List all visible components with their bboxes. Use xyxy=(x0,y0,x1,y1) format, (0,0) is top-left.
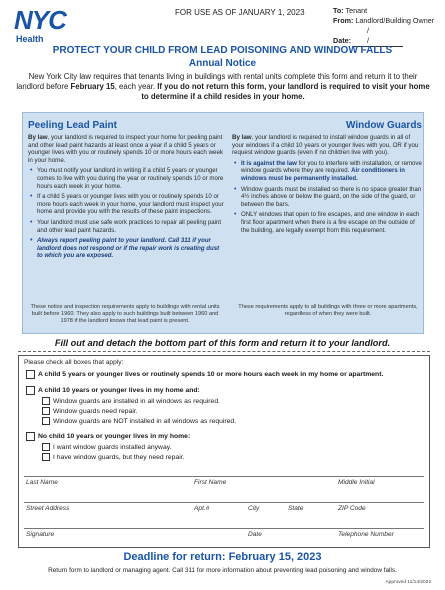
checkbox-child-5[interactable] xyxy=(26,370,35,379)
sub-option-want-guards-label: I want window guards installed anyway. xyxy=(53,443,172,451)
window-bullet1-bold: It is against the law xyxy=(241,159,297,167)
checkbox-want-guards[interactable] xyxy=(42,443,50,451)
lead-intro-rest: , your landlord is required to inspect your home for peeling paint and other lead paint hazards at least once a year if a child 5 years or younger lives with you or routinely spends 10 or more hours each week in your home. xyxy=(28,134,224,164)
window-bullet: • Window guards must be installed so there is no space greater than 4½ inches above or below the guard, on the side of the guard, or between the bars. xyxy=(232,186,422,209)
detach-dashed-line xyxy=(18,351,430,352)
window-guards-title: Window Guards xyxy=(345,120,422,131)
checkbox-guards-repair[interactable] xyxy=(42,407,50,415)
lead-paint-column xyxy=(28,118,224,263)
sub-option-want-guards[interactable] xyxy=(42,443,172,451)
window-bullet1-rest: for you to interfere with installation, or remove window guards where they are required. xyxy=(241,159,422,175)
lead-footnote: These notice and inspection requirements apply to buildings with rental units built before 1960. They also apply to such buildings built between 1960 and 1978 if the landlord knows that lead paint is present. xyxy=(30,304,220,324)
addressee-block xyxy=(333,6,434,47)
checkbox-guards-installed[interactable] xyxy=(42,397,50,405)
window-footnote: These requirements apply to all buildings with three or more apartments, regardless of when they were built. xyxy=(238,304,418,317)
intro-bold: If you do not return this form, your landlord is required to visit your home to determine if a child resides in your home. xyxy=(141,82,430,101)
lead-bullets xyxy=(28,167,224,260)
sub-option-not-installed[interactable] xyxy=(42,417,236,425)
use-as-of-date: FOR USE AS OF JANUARY 1, 2023 xyxy=(175,8,305,17)
checkbox-need-repair[interactable] xyxy=(42,453,50,461)
logo-health-text: Health xyxy=(16,34,44,44)
from-label: From: xyxy=(333,16,354,25)
sub-option-repair-label: Window guards need repair. xyxy=(53,407,138,415)
lead-bullet: • Your landlord must use safe work practices to repair all peeling paint and other lead paint hazards. xyxy=(28,219,224,234)
name-row-line[interactable] xyxy=(24,476,424,477)
window-intro-bold: By law xyxy=(232,134,252,141)
window-bullet: • ONLY windows that open to fire escapes, and one window in each first floor apartment when there is a fire escape on the outside of the building, are legally exempt from this requirement. xyxy=(232,211,422,234)
date-field[interactable]: / / xyxy=(353,26,403,47)
sub-option-installed[interactable] xyxy=(42,397,220,405)
to-label: To: xyxy=(333,6,344,15)
intro-part1: New York City law requires that tenants living in buildings with rental units complete this form and return it to their landlord before xyxy=(16,72,418,91)
first-name-label: First Name xyxy=(194,479,227,486)
state-label: State xyxy=(288,505,304,512)
nyc-health-logo xyxy=(14,6,102,46)
sub-option-need-repair-label: I have window guards, but they need repair. xyxy=(53,453,185,461)
address-row-line[interactable] xyxy=(24,502,424,503)
option-child-5[interactable] xyxy=(26,370,426,379)
last-name-label: Last Name xyxy=(26,479,58,486)
lead-paint-title: Peeling Lead Paint xyxy=(28,120,117,131)
sub-option-repair[interactable] xyxy=(42,407,138,415)
city-label: City xyxy=(248,505,260,512)
sub-option-not-installed-label: Window guards are NOT installed in all windows as required. xyxy=(53,417,237,425)
return-form-box xyxy=(18,355,430,548)
lead-bullet-report: • Always report peeling paint to your landlord. Call 311 if your landlord does not respond or if the repair work is creating dust to which you are exposed. xyxy=(28,237,224,260)
page-subtitle: Annual Notice xyxy=(188,58,257,69)
checkbox-guards-not-installed[interactable] xyxy=(42,417,50,425)
window-intro xyxy=(232,134,422,157)
option-child-5-label: A child 5 years or younger lives or routinely spends 10 or more hours each week in my home or apartment. xyxy=(38,371,384,378)
deadline-heading: Deadline for return: February 15, 2023 xyxy=(123,551,322,563)
lead-intro-bold: By law xyxy=(28,134,48,141)
sub-option-need-repair[interactable] xyxy=(42,453,185,461)
street-address-label: Street Address xyxy=(26,505,70,512)
date-field-label: Date xyxy=(248,531,262,538)
to-value: Tenant xyxy=(345,6,368,15)
signature-row-line[interactable] xyxy=(24,528,424,529)
option-no-child-label: No child 10 years or younger lives in my home: xyxy=(38,433,191,440)
approved-date: Approved 11/14/2022 xyxy=(385,580,431,585)
option-child-10-label: A child 10 years or younger lives in my home and: xyxy=(38,387,200,394)
sub-option-installed-label: Window guards are installed in all windows as required. xyxy=(53,397,220,405)
option-no-child[interactable] xyxy=(26,432,190,441)
detach-instruction: Fill out and detach the bottom part of this form and return it to your landlord. xyxy=(54,338,391,348)
intro-part2: , each year. xyxy=(114,82,158,91)
check-intro: Please check all boxes that apply: xyxy=(24,359,124,366)
middle-initial-label: Middle Initial xyxy=(338,479,375,486)
lead-bullet: • If a child 5 years or younger lives with you or routinely spends 10 or more hours each week in your home, your landlord must inspect your home and provide you with the results of these paint inspections. xyxy=(28,193,224,216)
from-value: Landlord/Building Owner xyxy=(355,16,435,25)
logo-nyc-text: NYC xyxy=(14,5,66,35)
telephone-label: Telephone Number xyxy=(338,531,394,538)
apt-label: Apt.# xyxy=(194,505,210,512)
return-instructions: Return form to landlord or managing agent. Call 311 for more information about preventing lead poisoning and window falls. xyxy=(48,567,397,574)
intro-deadline: February 15 xyxy=(70,82,115,91)
page-title: PROTECT YOUR CHILD FROM LEAD POISONING AND WINDOW FALLS xyxy=(52,45,393,56)
checkbox-no-child[interactable] xyxy=(26,432,35,441)
intro-paragraph xyxy=(16,72,430,102)
checkbox-child-10[interactable] xyxy=(26,386,35,395)
zip-code-label: ZIP Code xyxy=(338,505,366,512)
window-intro-rest: , your landlord is required to install window guards in all of your windows if a child 10 years or younger lives with you, OR if you request window guards (even if no children live with you). xyxy=(232,134,419,157)
signature-label: Signature xyxy=(26,531,55,538)
window-bullets xyxy=(232,160,422,234)
date-label: Date: xyxy=(333,36,351,45)
window-bullet1-bold2: Air conditioners in windows must be permanently installed. xyxy=(241,167,405,182)
window-bullet xyxy=(232,160,422,183)
lead-intro xyxy=(28,134,224,164)
lead-bullet: • You must notify your landlord in writing if a child 5 years or younger comes to live with you during the year or routinely spends 10 or more hours each week in your home. xyxy=(28,167,224,190)
option-child-10[interactable] xyxy=(26,386,200,395)
window-guards-column xyxy=(232,118,422,237)
